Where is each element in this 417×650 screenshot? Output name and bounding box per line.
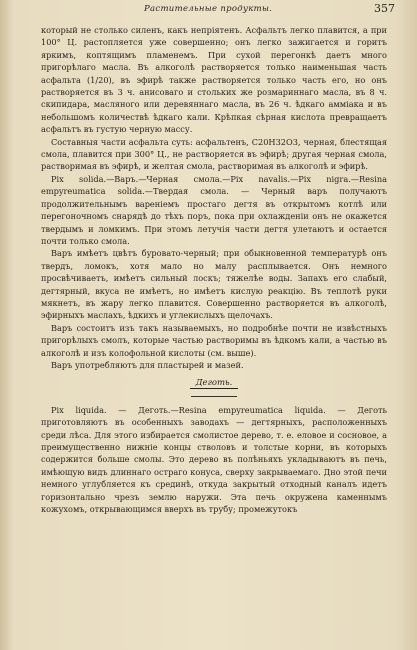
- page-header: [118, 4, 395, 18]
- paragraph: Варъ употребляютъ для пластырей и мазей.: [51, 359, 244, 370]
- paragraph: который не столько силенъ, какъ непріятенъ. Асфальтъ легко плавится, а при 100° Ц. растопляется уже совершенно; онъ легко зажигается и горитъ яркимъ, коптящимъ пламенемъ. При сухой перегонкѣ даетъ много пригорѣлаго масла. Въ алкоголѣ растворяется только наименьшая часть асфальта (1/20), въ эфирѣ также растворяется только часть его, но онъ растворяется въ 3 ч. анисоваго и стольких же розмариннаго масла, въ 8 ч. скипидара, масляного или деревяннаго масла, въ 26 ч. ѣдкаго амміака и въ небольшомъ количествѣ ѣдкаго кали. Крѣпкая сѣрная кислота превращаетъ асфальтъ въ густую черную массу.: [41, 25, 387, 135]
- paragraph: Варъ имѣетъ цвѣтъ буровато-черный; при обыкновенной температурѣ онъ твердъ, ломокъ, хотя мало но малу расплывается. Онъ немного просвѣчиваетъ, имѣетъ сильный лоскъ; тяжелѣе воды. Запахъ его слабый, дегтярный, вкуса не имѣетъ, но имѣетъ кислую реакцію. Въ теплотѣ руки мякнетъ, въ жару легко плавится. Совершенно растворяется въ алкоголѣ, эфирныхъ маслахъ, ѣдкихъ и углекислыхъ щелочахъ.: [41, 248, 387, 321]
- section-title-text: Деготь.: [190, 378, 239, 389]
- running-title: Растительные продукты.: [144, 4, 273, 14]
- section-divider: [191, 396, 237, 397]
- paragraph: Составныя части асфальта суть: асфальтенъ, C20H32O3, черная, блестящая смола, плавится при 300° Ц., не растворяется въ эфирѣ; другая черная смола, растворимая въ эфирѣ, и желтая смола, растворимая въ алкоголѣ и эфирѣ.: [41, 136, 387, 172]
- page-number: 357: [374, 2, 395, 15]
- section-title: [41, 377, 387, 389]
- paragraph: Pix liquida. — Деготь.—Resina empyreumatica liquida. — Деготь приготовляютъ въ особенныхъ заводахъ — дегтярныхъ, расположенныхъ среди лѣса. Для этого избирается смолистое дерево, т. е. еловое и сосновое, а преимущественно нижніе концы стволовъ и толстые корни, въ которыхъ содержится больше смолы. Это дерево въ полѣньяхъ укладываютъ въ печь, имѣющую видъ длиннаго остраго конуса, сверху закрываемаго. Дно этой печи немного углубляется къ срединѣ, откуда закрытый отходный каналъ идетъ горизонтально чрезъ землю наружи. Эта печь окружена каменнымъ кожухомъ, открывающимся вверхъ въ трубу; промежутокъ: [41, 404, 387, 515]
- body-text: [41, 24, 387, 515]
- paragraph: Варъ состоитъ изъ такъ называемыхъ, но подробнѣе почти не извѣстныхъ пригорѣлыхъ смолъ, которые частью растворимы въ ѣдкомъ кали, а частью въ алкоголѣ и изъ колофольной кислоты (см. выше).: [41, 322, 387, 358]
- paragraph: Pix solida.—Варъ.—Черная смола.—Pix navalis.—Pix nigra.—Resina empyreumatica solida.—Твердая смола. — Черный варъ получаютъ продолжительнымъ вареніемъ простаго дегтя въ открытомъ котлѣ или перегоночномъ снарядѣ до тѣхъ поръ, пока при охлажденіи онъ не окажется твердымъ и ломкимъ. При этомъ летучія части дегтя улетаютъ и остается почти только смола.: [41, 173, 387, 246]
